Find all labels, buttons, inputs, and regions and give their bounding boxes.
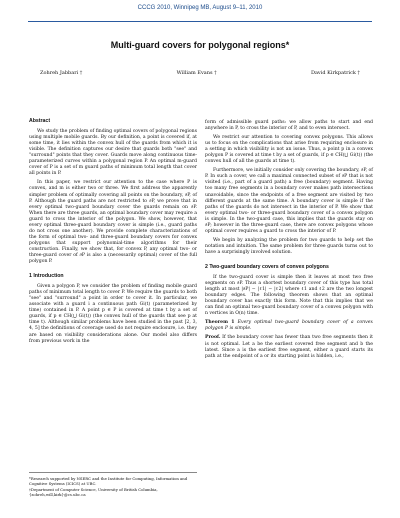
author-2: William Evans † xyxy=(176,70,217,76)
proof xyxy=(205,335,373,359)
theorem-text: Every optimal two-guard boundary cover of a convex polygon P is simple. xyxy=(205,320,374,332)
left-column xyxy=(29,110,197,348)
intro-paragraph-1: Given a polygon P, we consider the problem of finding mobile guard paths of minimum total length to cover P. We require the guards to both "see" and "surround" a point in order to cover it. In particular, we associate with a guard i a continuous path Gi(t) (parameterized by time) contained in P. A point p ∈ P is covered at time t by a set of guards, if p ∈ CH(⋃ Gi(t)) (the convex hull of the guards that see p at time t). Although similar problems have been studied in the past [2, 3, 4, 5] the definitions of coverage used do not require enclosure, i.e. they are based on visibility considerations alone. Our model also differs from previous work in the xyxy=(29,284,197,344)
section-2-paragraph-1: If the two-guard cover is simple then it leaves at most two free segments on ∂P. Thus a shortest boundary cover of this type has total length at most |∂P| − |ℓ1| − |ℓ2| where ℓ1 and ℓ2 are the two longest boundary edges. The following theorem shows that an optimal boundary cover has exactly this form. Note that this implies that we can find an optimal two-guard boundary cover of a convex polygon with n vertices in O(n) time. xyxy=(205,275,373,317)
proof-label: Proof. xyxy=(205,335,221,341)
author-3: David Kirkpatrick † xyxy=(310,70,360,76)
right-paragraph-1: form of admissible guard paths: we allow paths to start and end anywhere in P, to cross the interior of P, and to even intersect. xyxy=(205,120,373,132)
intro-heading: 1 Introduction xyxy=(29,273,64,280)
header-rule xyxy=(28,21,372,22)
section-2-heading: 2 Two-guard boundary covers of convex polygons xyxy=(205,263,329,270)
right-column xyxy=(205,120,373,363)
right-paragraph-3: Furthermore, we initially consider only covering the boundary, ∂P, of P. In such a cover, we call a maximal connected subset of ∂P that is not visited (i.e., part of a guard path) a free (boundary) segment. Having too many free segments in a boundary cover makes path intersections unavoidable, since the endpoints of a free segment are visited by two different guards at the same time. A boundary cover is simple if the paths of the guards do not intersect in the interior of P. We show that every optimal two- or three-guard boundary cover of a convex polygon is simple. In the two-guard case, this implies that the guards stay on ∂P; however in the three-guard case, there are convex polygons whose optimal cover requires a guard to cross the interior of P. xyxy=(205,168,373,234)
author-list xyxy=(40,70,360,76)
proof-text: If the boundary cover has fewer than two free segments then it is not optimal. Let a be the earliest covered free segment and b the latest. Since a is the earliest free segment, either a guard starts its path at the endpoint of a or its starting point is hidden, i.e., xyxy=(205,335,374,359)
theorem-label: Theorem 1 xyxy=(205,320,235,326)
header-text: CCCG 2010, Winnipeg MB, August 9–11, 2010 xyxy=(137,5,263,11)
author-1: Zohreh Jabbari † xyxy=(40,70,83,76)
abstract-heading: Abstract xyxy=(29,118,51,124)
footnotes xyxy=(29,472,197,498)
theorem-1 xyxy=(205,320,373,332)
paper-title: Multi-guard covers for polygonal regions* xyxy=(110,40,290,50)
right-paragraph-2: We restrict our attention to covering convex polygons. This allows us to focus on the complications that arise from requiring enclosure in a setting in which visibility is not an issue. Thus, a point p in a convex polygon P is covered at time t by a set of guards, if p ∈ CH(⋃ Gi(t)) (the convex hull of all the guards at time t). xyxy=(205,135,373,165)
footnote-1: *Research supported by NSERC and the Institute for Computing, Information and Cognitive Systems (ICICS) at UBC. xyxy=(29,476,188,486)
abstract-paragraph-1: We study the problem of finding optimal covers of polygonal regions using multiple mobile guards. By our definition, a point is covered if, at some time, it lies within the convex hull of the guards from which it is visible. The definition captures our desire that guards both "see" and "surround" points that they cover. Guards move along continuous time-parameterized curves within a polygonal region P. An optimal m-guard cover of P is a set of m guard paths of minimum total length that cover all points in P. xyxy=(29,129,197,177)
abstract-paragraph-2: In this paper, we restrict our attention to the case where P is convex, and m is either two or three. We first address the apparently simpler problem of optimally covering all points on the boundary, ∂P, of P. Although the guard paths are not restricted to ∂P, we prove that in every optimal two-guard boundary cover the guards remain on ∂P. When there are three guards, an optimal boundary cover may require a guard to cross the interior of the polygon. We show, however, that every optimal three-guard boundary cover is simple (i.e., guard paths do not cross one another). We provide complete characterizations of the form of optimal two- and three-guard boundary covers for convex polygons that support polynomial-time algorithms for their construction. Finally, we show that, for convex P, any optimal two- or three-guard cover of ∂P is also a (necessarily optimal) cover of the full polygon P. xyxy=(29,180,197,265)
right-paragraph-4: We begin by analyzing the problem for two guards to help set the notation and intuition. The same problem for three guards turns out to have a surprisingly involved solution. xyxy=(205,237,373,255)
footnote-2: †Department of Computer Science, University of British Columbia, {zohreh,will,kirk}@cs.ubc.ca xyxy=(29,487,158,497)
